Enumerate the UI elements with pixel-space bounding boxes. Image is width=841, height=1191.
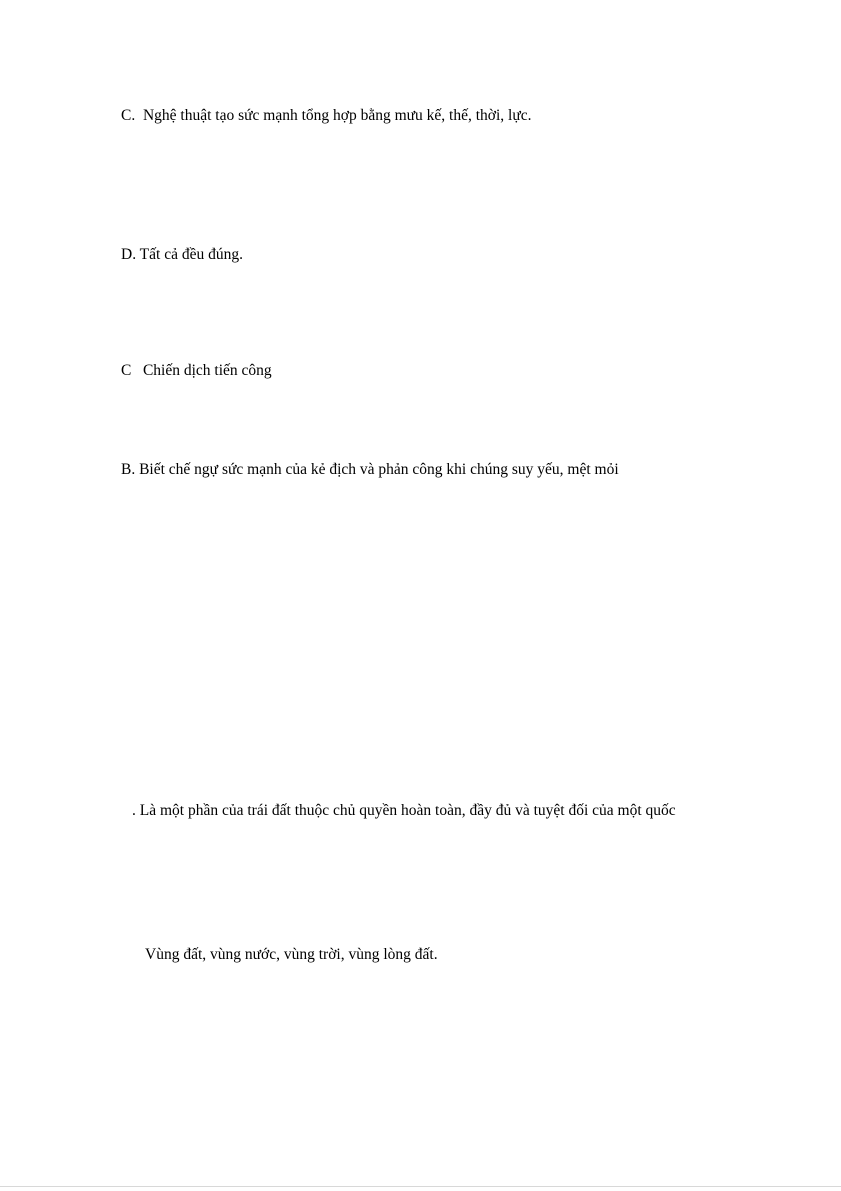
territory-definition-text: . Là một phần của trái đất thuộc chủ quyền hoàn toàn, đầy đủ và tuyệt đối của một quốc <box>132 802 676 819</box>
answer-option-c-offensive-campaign: C Chiến dịch tiến công <box>121 362 272 379</box>
answer-option-b-counterattack: B. Biết chế ngự sức mạnh của kẻ địch và phản công khi chúng suy yếu, mệt mỏi <box>121 461 619 478</box>
answer-option-d-all-correct: D. Tất cả đều đúng. <box>121 246 243 263</box>
page-bottom-divider <box>0 1186 841 1187</box>
answer-option-c-art: C. Nghệ thuật tạo sức mạnh tổng hợp bằng mưu kế, thế, thời, lực. <box>121 107 532 124</box>
territory-components-text: Vùng đất, vùng nước, vùng trời, vùng lòng đất. <box>145 946 438 963</box>
